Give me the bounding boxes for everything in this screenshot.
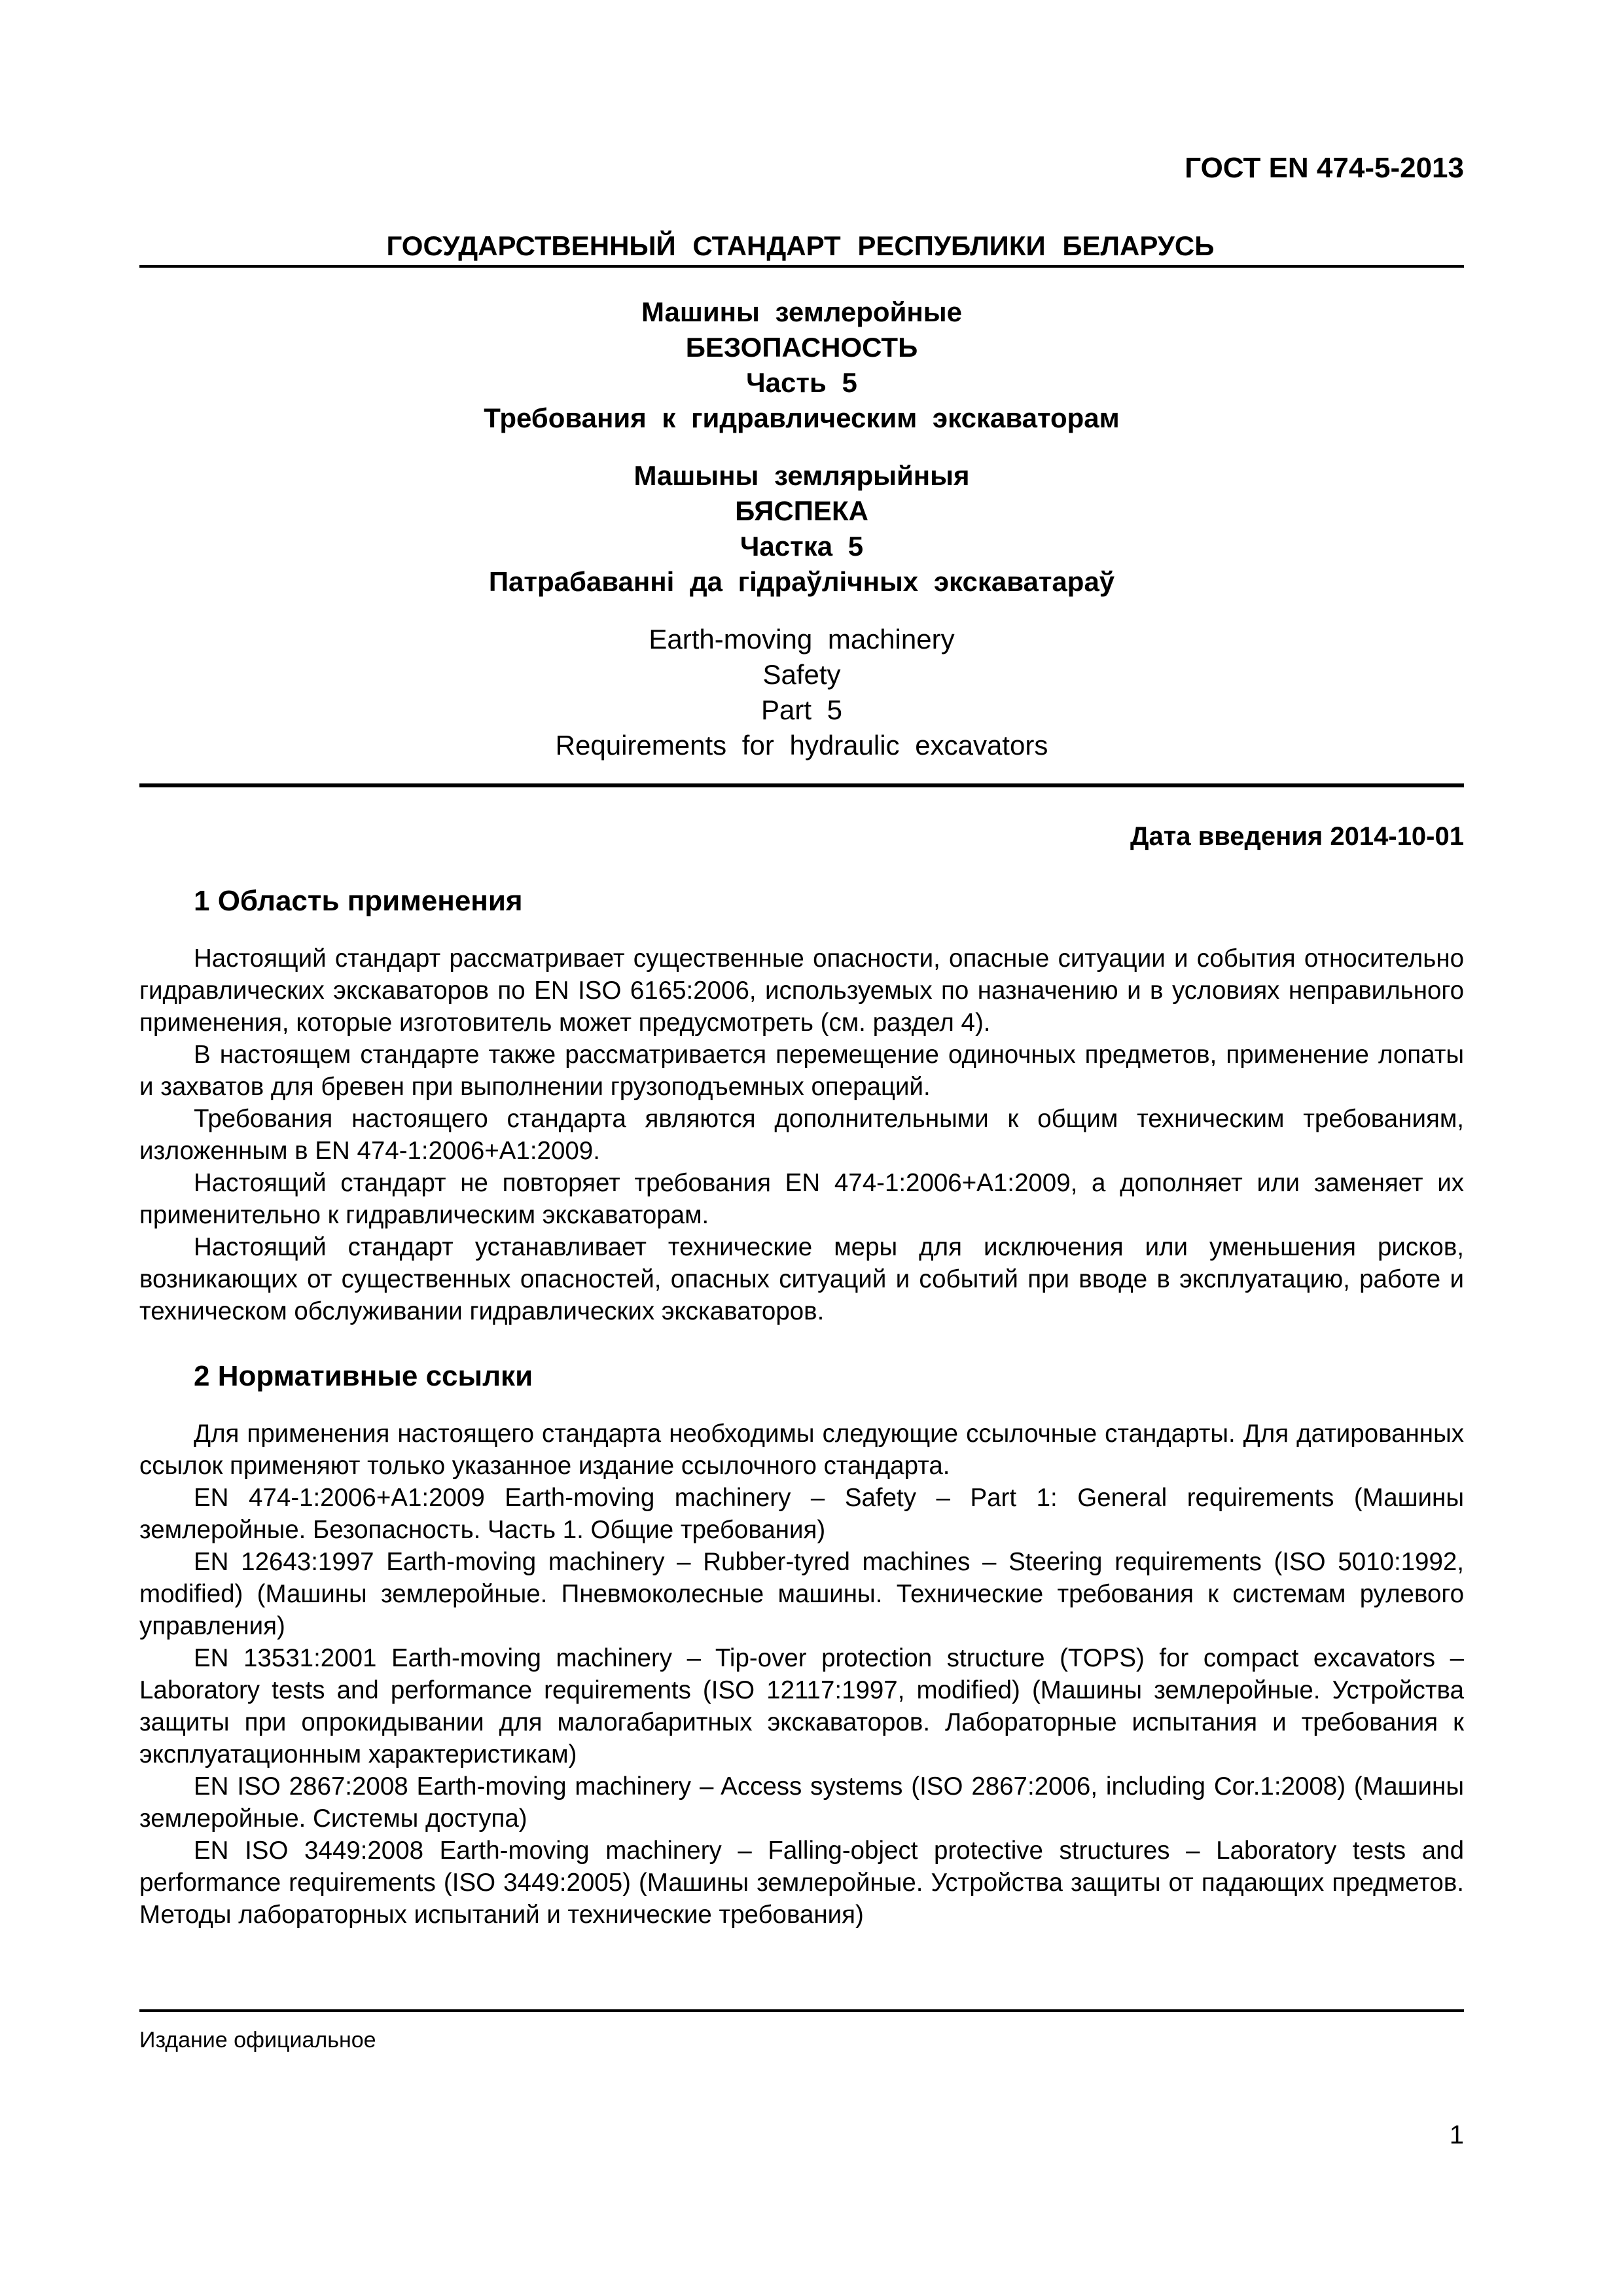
title-line: Частка 5 [740,531,864,562]
title-line: Требования к гидравлическим экскаваторам [484,403,1120,433]
title-line: БЕЗОПАСНОСТЬ [685,332,918,363]
title-line: Часть 5 [746,367,857,398]
introduction-date: Дата введения 2014-10-01 [1130,822,1464,851]
title-line: Машыны землярыйныя [633,460,970,491]
reference-entry: EN 474-1:2006+A1:2009 Earth-moving machinery – Safety – Part 1: General requirements (Машины землеройные. Безопасность. Часть 1. Общие требования) [139,1484,1464,1544]
title-divider [139,783,1464,787]
section-body-normative-references [139,1418,1464,1931]
document-code: ГОСТ EN 474-5-2013 [1185,152,1464,184]
paragraph: Настоящий стандарт рассматривает существенные опасности, опасные ситуации и события относительно гидравлических экскаваторов по EN ISO 6165:2006, используемых по назначению и в условиях неправильного применения, которые изготовитель может предусмотреть (см. раздел 4). [139,944,1464,1037]
paragraph: Настоящий стандарт устанавливает технические меры для исключения или уменьшения рисков, возникающих от существенных опасностей, опасных ситуаций и событий при вводе в эксплуатацию, работе и техническом обслуживании гидравлических экскаваторов. [139,1233,1464,1325]
title-english [139,622,1464,763]
paragraph: Настоящий стандарт не повторяет требования EN 474-1:2006+A1:2009, а дополняет или заменяет их применительно к гидравлическим экскаваторам. [139,1169,1464,1229]
state-standard-heading: ГОСУДАРСТВЕННЫЙ СТАНДАРТ РЕСПУБЛИКИ БЕЛАРУСЬ [386,230,1215,261]
paragraph: Требования настоящего стандарта являются дополнительными к общим техническим требованиям, изложенным в EN 474-1:2006+A1:2009. [139,1105,1464,1165]
reference-entry: EN ISO 2867:2008 Earth-moving machinery – Access systems (ISO 2867:2006, including Cor.1:2008) (Машины землеройные. Системы доступа) [139,1772,1464,1833]
title-line: Машины землеройные [641,296,962,327]
footer-divider [139,2009,1464,2012]
section-heading-scope: 1 Область применения [194,885,523,917]
reference-entry: EN ISO 3449:2008 Earth-moving machinery – Falling-object protective structures – Laboratory tests and performance requirements (ISO 3449:2005) (Машины землеройные. Устройства защиты от падающих предметов. Методы лабораторных испытаний и технические требования) [139,1837,1464,1929]
reference-entry: EN 13531:2001 Earth-moving machinery – Tip-over protection structure (TOPS) for compact excavators – Laboratory tests and performance requirements (ISO 12117:1997, modified) (Машины землеройные. Устройства защиты при опрокидывании для малогабаритных экскаваторов. Лабораторные испытания и требования к эксплуатационным характеристикам) [139,1644,1464,1768]
reference-entry: EN 12643:1997 Earth-moving machinery – Rubber-tyred machines – Steering requirements (ISO 5010:1992, modified) (Машины землеройные. Пневмоколесные машины. Технические требования к системам рулевого управления) [139,1548,1464,1640]
title-line: Part 5 [760,694,843,725]
title-belarusian [139,458,1464,600]
paragraph: Для применения настоящего стандарта необходимы следующие ссылочные стандарты. Для датированных ссылок применяют только указанное издание ссылочного стандарта. [139,1420,1464,1480]
section-body-scope [139,942,1464,1327]
title-russian [139,295,1464,436]
official-edition-note: Издание официальное [139,2028,376,2053]
title-line: БЯСПЕКА [735,495,868,526]
title-line: Safety [762,659,841,690]
paragraph: В настоящем стандарте также рассматривается перемещение одиночных предметов, применение лопаты и захватов для бревен при выполнении грузоподъемных операций. [139,1041,1464,1101]
header-divider [139,265,1464,268]
page-number: 1 [1449,2121,1464,2149]
title-line: Earth-moving machinery [649,624,955,655]
section-heading-normative-references: 2 Нормативные ссылки [194,1360,533,1392]
title-line: Requirements for hydraulic excavators [555,730,1048,761]
title-line: Патрабаванні да гідраўлічных экскаватараў [488,566,1115,597]
